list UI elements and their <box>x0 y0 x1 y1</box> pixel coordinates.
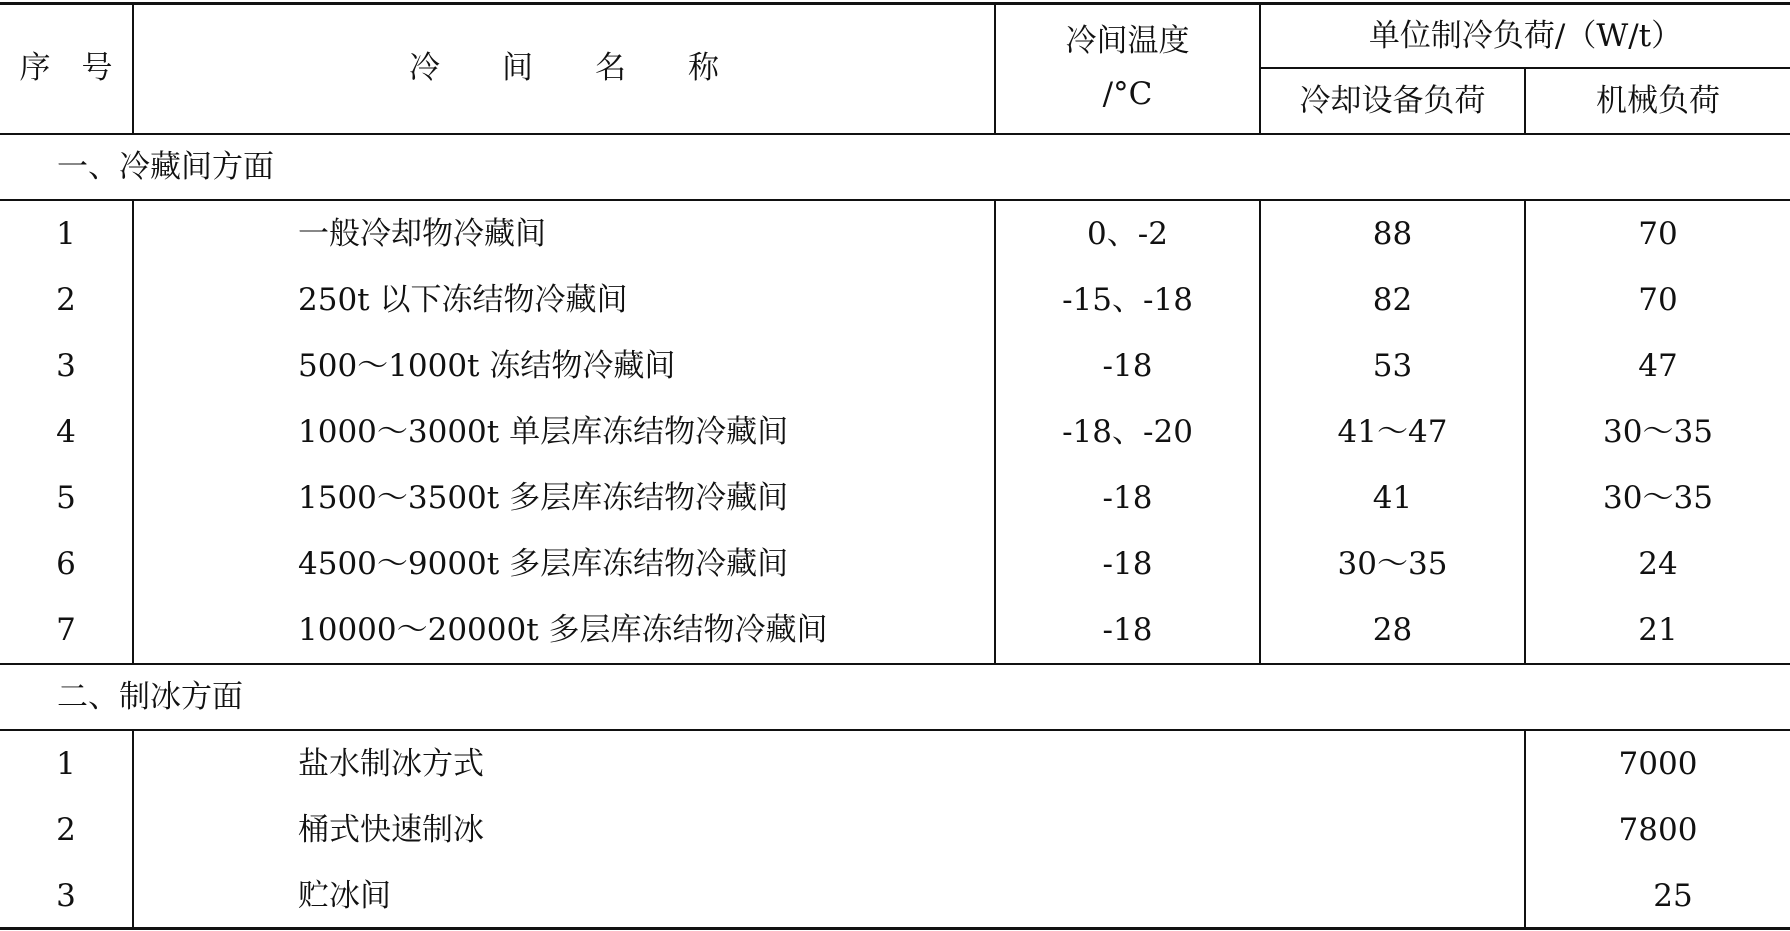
row-seq: 7 <box>56 612 76 648</box>
row-cooling-load: 30～35 <box>1337 546 1448 582</box>
row-mechanical-load: 30～35 <box>1603 480 1713 516</box>
row-seq: 5 <box>56 480 76 516</box>
row-name: 桶式快速制冰 <box>298 812 484 848</box>
row-name: 盐水制冰方式 <box>298 746 484 782</box>
row-seq: 2 <box>56 282 76 318</box>
section1-col-divider-1 <box>132 199 134 665</box>
row-temp: -18、-20 <box>1062 414 1193 450</box>
row-mechanical-load: 25 <box>1653 878 1693 914</box>
row-name: 1500～3500t 多层库冻结物冷藏间 <box>298 480 789 516</box>
section2-title-rule <box>0 729 1790 731</box>
row-temp: -18 <box>1102 546 1153 582</box>
row-cooling-load: 28 <box>1372 612 1413 648</box>
row-seq: 1 <box>56 746 76 782</box>
row-mechanical-load: 47 <box>1638 348 1678 384</box>
row-cooling-load: 82 <box>1372 282 1413 318</box>
header-cooling-equipment: 冷却设备负荷 <box>1299 83 1486 119</box>
row-seq: 4 <box>56 414 76 450</box>
row-seq: 1 <box>56 216 76 252</box>
section2-col-divider-1 <box>132 729 134 929</box>
row-temp: 0、-2 <box>1087 216 1168 252</box>
row-mechanical-load: 30～35 <box>1603 414 1713 450</box>
row-cooling-load: 41～47 <box>1337 414 1448 450</box>
header-temp-line2: /°C <box>1102 76 1153 112</box>
section1-title: 一、冷藏间方面 <box>57 149 274 185</box>
row-cooling-load: 53 <box>1372 348 1413 384</box>
row-name: 1000～3000t 单层库冻结物冷藏间 <box>298 414 789 450</box>
section1-bottom-rule <box>0 663 1790 665</box>
row-name: 贮冰间 <box>298 878 391 914</box>
row-mechanical-load: 24 <box>1638 546 1678 582</box>
row-cooling-load: 41 <box>1372 480 1413 516</box>
section1-title-rule <box>0 199 1790 201</box>
row-mechanical-load: 7800 <box>1618 812 1698 848</box>
row-seq: 3 <box>56 348 76 384</box>
table-bottom-rule <box>0 927 1790 930</box>
row-seq: 6 <box>56 546 76 582</box>
table-top-rule <box>0 2 1790 5</box>
header-seq: 序 号 <box>19 50 113 86</box>
row-temp: -18 <box>1102 480 1153 516</box>
row-temp: -18 <box>1102 348 1153 384</box>
row-name: 一般冷却物冷藏间 <box>298 216 546 252</box>
row-seq: 3 <box>56 878 76 914</box>
row-name: 250t 以下冻结物冷藏间 <box>298 282 628 318</box>
row-name: 4500～9000t 多层库冻结物冷藏间 <box>298 546 789 582</box>
row-name: 10000～20000t 多层库冻结物冷藏间 <box>298 612 828 648</box>
header-bottom-rule <box>0 133 1790 135</box>
header-load-group: 单位制冷负荷/（W/t） <box>1368 18 1683 54</box>
row-mechanical-load: 7000 <box>1618 746 1698 782</box>
row-name: 500～1000t 冻结物冷藏间 <box>298 348 676 384</box>
row-cooling-load: 88 <box>1372 216 1413 252</box>
header-col-divider-2 <box>994 2 996 135</box>
row-temp: -18 <box>1102 612 1153 648</box>
header-temp-line1: 冷间温度 <box>1065 23 1190 59</box>
section2-title: 二、制冰方面 <box>57 679 243 715</box>
row-seq: 2 <box>56 812 76 848</box>
row-mechanical-load: 70 <box>1638 282 1678 318</box>
header-mechanical: 机械负荷 <box>1596 83 1720 119</box>
row-mechanical-load: 21 <box>1638 612 1678 648</box>
header-name: 冷 间 名 称 <box>409 50 719 86</box>
row-temp: -15、-18 <box>1062 282 1193 318</box>
row-mechanical-load: 70 <box>1638 216 1678 252</box>
